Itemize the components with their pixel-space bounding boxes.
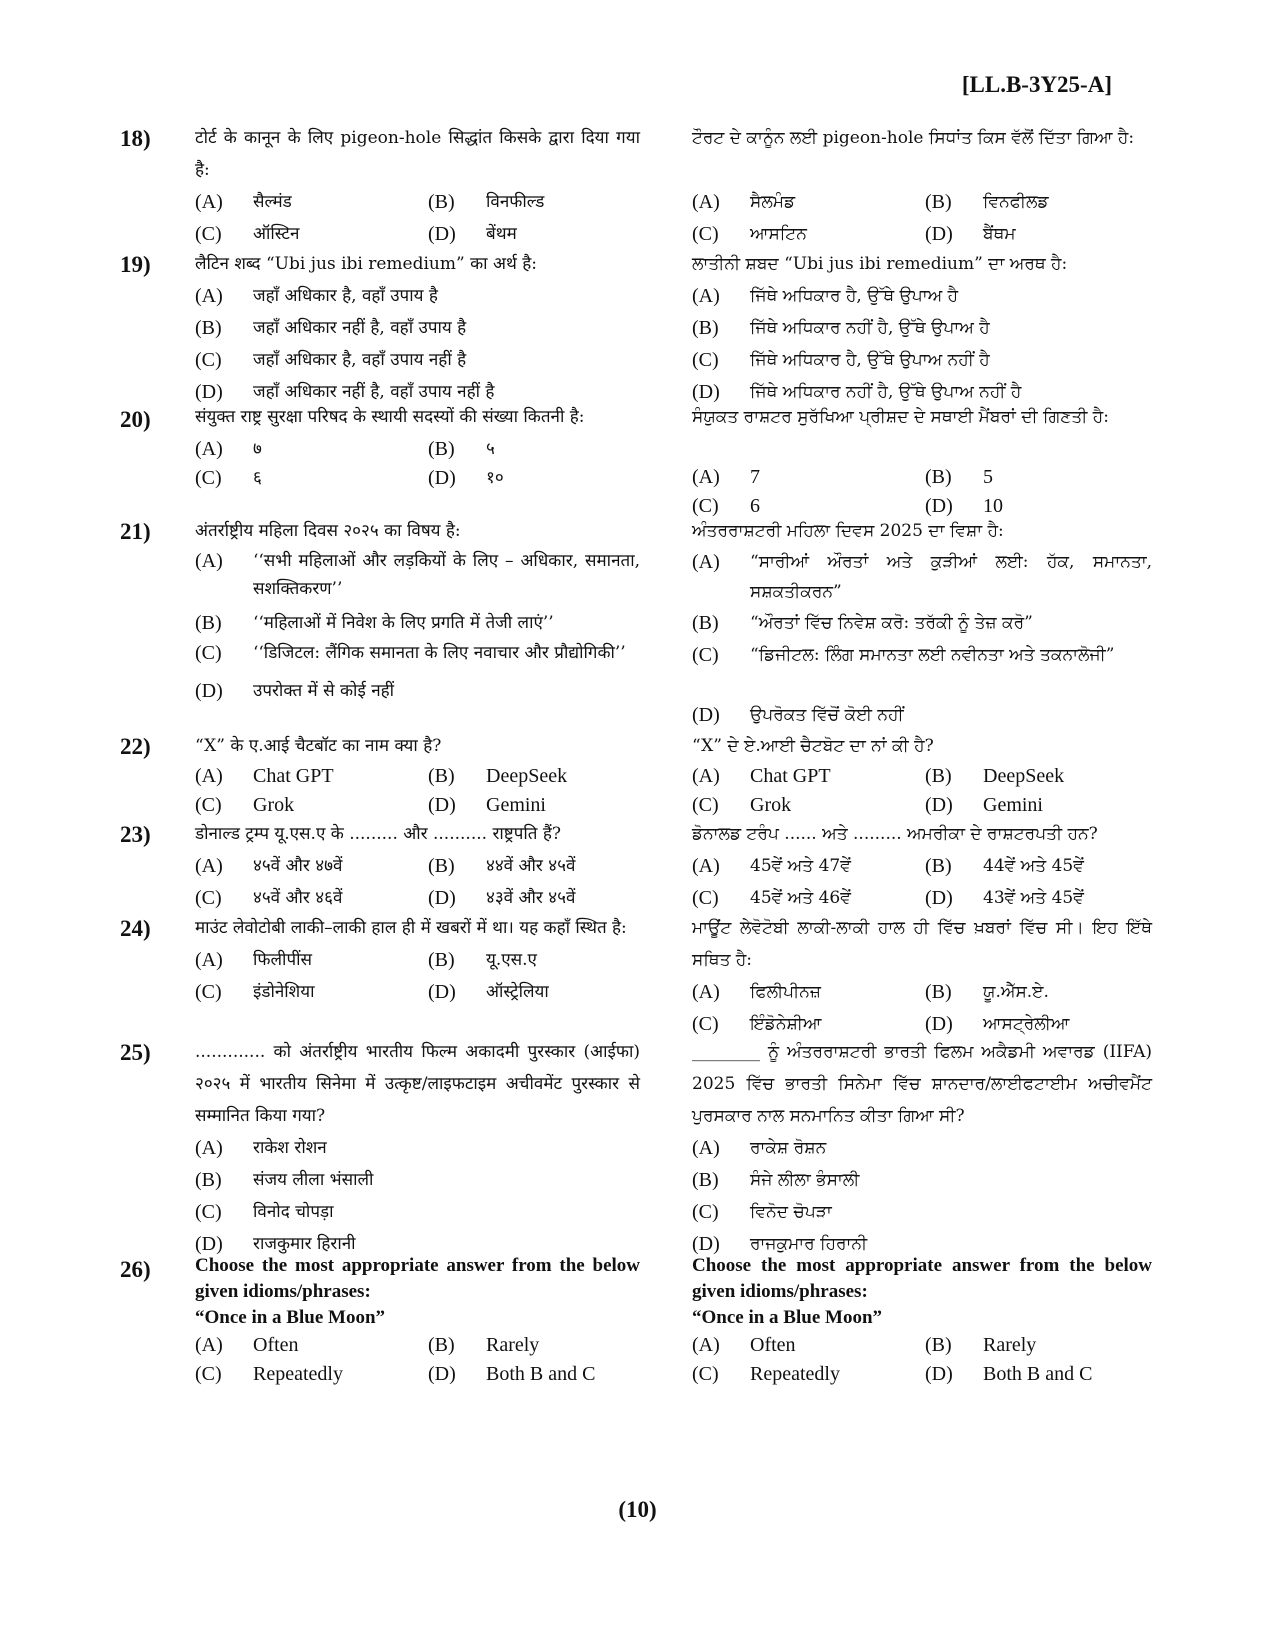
question-number: 21) xyxy=(120,519,151,544)
option-text: ४५वें और ४७वें xyxy=(253,856,343,876)
option-c xyxy=(195,1196,640,1228)
option-a xyxy=(195,1331,428,1360)
question-stem-hindi: डोनाल्ड ट्रम्प यू.एस.ए के ......... और .......... राष्ट्रपति हैं? xyxy=(195,824,562,844)
option-b xyxy=(692,312,1152,344)
option-text: ‘‘सभी महिलाओं और लड़कियों के लिए – अधिकार, समानता, सशक्तिकरण’’ xyxy=(253,551,640,599)
option-label: (D) xyxy=(925,495,953,517)
hindi-column xyxy=(195,515,640,707)
hindi-column xyxy=(195,818,640,914)
option-text: इंडोनेशिया xyxy=(253,982,315,1002)
option-text: ४५वें और ४६वें xyxy=(253,888,343,908)
option-d xyxy=(428,464,661,493)
option-label: (B) xyxy=(925,855,952,877)
option-label: (D) xyxy=(195,680,223,702)
option-text: ऑस्टिन xyxy=(253,224,300,244)
option-b xyxy=(925,762,1158,791)
option-label: (C) xyxy=(692,223,719,245)
option-b xyxy=(925,850,1158,882)
question-stem-hindi: माउंट लेवोटोबी लाकी–लाकी हाल ही में खबरों में था। यह कहाँ स्थित है: xyxy=(195,918,627,938)
option-label: (B) xyxy=(428,191,455,213)
option-label: (D) xyxy=(692,381,720,403)
option-text: यू.एस.ए xyxy=(486,950,537,970)
question-number: 26) xyxy=(120,1257,151,1282)
question-number: 22) xyxy=(120,734,151,759)
option-label: (C) xyxy=(692,495,719,517)
option-a xyxy=(195,944,428,976)
punjabi-column xyxy=(692,403,1152,521)
option-text: Both B and C xyxy=(983,1363,1093,1385)
question-number: 24) xyxy=(120,916,151,941)
option-a xyxy=(692,463,925,492)
option-text: ६ xyxy=(253,468,262,488)
option-text: बेंथम xyxy=(486,224,517,244)
option-label: (C) xyxy=(692,644,719,666)
option-text: ਉਪਰੋਕਤ ਵਿੱਚੋਂ ਕੋਈ ਨਹੀਂ xyxy=(750,705,904,725)
option-c xyxy=(195,218,428,250)
option-c xyxy=(692,1360,925,1389)
option-c xyxy=(195,1360,428,1389)
option-text: ਵਿਨਫੀਲਡ xyxy=(983,192,1049,212)
option-text: 45ਵੇਂ ਅਤੇ 46ਵੇਂ xyxy=(750,888,851,908)
option-text: जहाँ अधिकार नहीं है, वहाँ उपाय है xyxy=(253,318,467,338)
option-label: (A) xyxy=(692,855,720,877)
option-text: राजकुमार हिरानी xyxy=(253,1234,356,1254)
option-d xyxy=(925,218,1158,250)
option-label: (A) xyxy=(692,1334,720,1356)
option-text: ‘‘डिजिटल: लैंगिक समानता के लिए नवाचार और प्रौद्योगिकी’’ xyxy=(253,643,626,663)
option-label: (D) xyxy=(925,1013,953,1035)
option-c xyxy=(195,639,640,671)
option-d xyxy=(428,882,661,914)
options-hindi xyxy=(195,435,640,493)
question-stem-hindi: संयुक्त राष्ट्र सुरक्षा परिषद के स्थायी सदस्यों की संख्या कितनी है: xyxy=(195,407,585,427)
option-text: Rarely xyxy=(983,1334,1037,1356)
option-label: (A) xyxy=(195,550,223,572)
option-text: ਸੰਜੇ ਲੀਲਾ ਭੰਸਾਲੀ xyxy=(750,1170,860,1190)
option-text: Repeatedly xyxy=(750,1363,840,1385)
question-stem-hindi: टोर्ट के कानून के लिए pigeon-hole सिद्धांत किसके द्वारा दिया गया है: xyxy=(195,128,640,180)
option-a xyxy=(195,762,428,791)
option-label: (C) xyxy=(195,981,222,1003)
option-label: (A) xyxy=(195,191,223,213)
option-d xyxy=(925,791,1158,820)
english-column-right xyxy=(692,1253,1152,1389)
option-text: ਫਿਲੀਪੀਨਜ਼ xyxy=(750,982,821,1002)
question-stem-hindi: “X” के ए.आई चैटबॉट का नाम क्या है? xyxy=(195,736,442,756)
option-text: ਆਸਟਿਨ xyxy=(750,224,807,244)
option-text: 45ਵੇਂ ਅਤੇ 47ਵੇਂ xyxy=(750,856,851,876)
option-text: Grok xyxy=(253,794,295,816)
options-punjabi xyxy=(692,547,1152,731)
option-a xyxy=(195,280,640,312)
option-text: ਜਿੱਥੇ ਅਧਿਕਾਰ ਨਹੀਂ ਹੈ, ਉੱਥੇ ਉਪਾਅ ਨਹੀਂ ਹੈ xyxy=(750,382,1022,402)
idiom-phrase: “Once in a Blue Moon” xyxy=(195,1307,386,1328)
punjabi-column xyxy=(692,248,1152,408)
option-label: (B) xyxy=(925,765,952,787)
option-label: (A) xyxy=(195,1334,223,1356)
option-b xyxy=(925,976,1158,1008)
option-label: (C) xyxy=(692,349,719,371)
option-label: (A) xyxy=(195,1137,223,1159)
option-text: ਯੂ.ਐੱਸ.ਏ. xyxy=(983,982,1049,1002)
option-text: Repeatedly xyxy=(253,1363,343,1385)
option-text: ऑस्ट्रेलिया xyxy=(486,982,549,1002)
paper-code: [LL.B-3Y25-A] xyxy=(961,72,1112,97)
punjabi-column xyxy=(692,912,1152,1040)
option-text: ਸੈਲਮੰਡ xyxy=(750,192,796,212)
option-label: (D) xyxy=(925,1363,953,1385)
option-text: DeepSeek xyxy=(983,765,1065,787)
option-d xyxy=(925,882,1158,914)
option-label: (C) xyxy=(195,349,222,371)
option-label: (A) xyxy=(692,466,720,488)
option-c xyxy=(692,1196,1152,1228)
option-b xyxy=(925,463,1158,492)
option-label: (B) xyxy=(428,855,455,877)
option-text: संजय लीला भंसाली xyxy=(253,1170,374,1190)
option-b xyxy=(195,312,640,344)
option-c xyxy=(195,791,428,820)
option-label: (C) xyxy=(195,1363,222,1385)
option-label: (C) xyxy=(195,642,222,664)
option-label: (B) xyxy=(925,981,952,1003)
question-stem-punjabi: ਟੌਰਟ ਦੇ ਕਾਨੂੰਨ ਲਈ pigeon-hole ਸਿਧਾਂਤ ਕਿਸ ਵੱਲੋਂ ਦਿੱਤਾ ਗਿਆ ਹੈ: xyxy=(692,128,1135,148)
options-punjabi xyxy=(692,850,1152,914)
option-b xyxy=(692,1164,1152,1196)
option-c xyxy=(692,639,1152,699)
option-a xyxy=(195,547,640,603)
option-label: (D) xyxy=(428,794,456,816)
question-stem-english: Choose the most appropriate answer from the below given idioms/phrases: xyxy=(195,1255,640,1302)
option-label: (D) xyxy=(428,223,456,245)
options-hindi xyxy=(195,944,640,1008)
option-text: १० xyxy=(486,468,504,488)
option-text: Grok xyxy=(750,794,792,816)
punjabi-column xyxy=(692,1036,1152,1260)
option-label: (A) xyxy=(692,191,720,213)
options-hindi xyxy=(195,547,640,707)
option-text: ‘‘महिलाओं में निवेश के लिए प्रगति में तेजी लाएं’’ xyxy=(253,613,554,633)
option-text: Chat GPT xyxy=(253,765,334,787)
option-label: (C) xyxy=(195,887,222,909)
question-stem-hindi: ............. को अंतर्राष्ट्रीय भारतीय फिल्म अकादमी पुरस्कार (आईफा) २०२५ में भारतीय सिनेमा में उत्कृष्ट/लाइफटाइम अचीवमेंट पुरस्कार से सम्मानित किया गया? xyxy=(195,1042,640,1126)
question-stem-punjabi: “X” ਦੇ ਏ.ਆਈ ਚੈਟਬੋਟ ਦਾ ਨਾਂ ਕੀ ਹੈ? xyxy=(692,736,934,756)
option-text: “ਡਿਜੀਟਲ: ਲਿੰਗ ਸਮਾਨਤਾ ਲਈ ਨਵੀਨਤਾ ਅਤੇ ਤਕਨਾਲੋਜੀ” xyxy=(750,645,1115,665)
option-a xyxy=(195,1132,640,1164)
option-label: (A) xyxy=(692,765,720,787)
option-d xyxy=(428,791,661,820)
option-label: (B) xyxy=(428,438,455,460)
option-text: ਵਿਨੋਦ ਚੋਪੜਾ xyxy=(750,1202,832,1222)
option-label: (C) xyxy=(195,223,222,245)
question-number: 18) xyxy=(120,126,151,151)
option-a xyxy=(195,186,428,218)
option-d xyxy=(428,1360,661,1389)
option-label: (B) xyxy=(195,612,222,634)
option-text: DeepSeek xyxy=(486,765,568,787)
option-label: (A) xyxy=(692,551,720,573)
question-stem-punjabi: ________ ਨੂੰ ਅੰਤਰਰਾਸ਼ਟਰੀ ਭਾਰਤੀ ਫਿਲਮ ਅਕੈਡਮੀ ਅਵਾਰਡ (IIFA) 2025 ਵਿੱਚ ਭਾਰਤੀ ਸਿਨੇਮਾ ਵਿੱਚ ਸ਼ਾਨਦਾਰ/ਲਾਈਫਟਾਈਮ ਅਚੀਵਮੈਂਟ ਪੁਰਸਕਾਰ ਨਾਲ ਸਨਮਾਨਿਤ ਕੀਤਾ ਗਿਆ ਸੀ? xyxy=(692,1042,1152,1126)
option-text: ਜਿੱਥੇ ਅਧਿਕਾਰ ਹੈ, ਉੱਥੇ ਉਪਾਅ ਹੈ xyxy=(750,286,959,306)
question-stem-punjabi: ਲਾਤੀਨੀ ਸ਼ਬਦ “Ubi jus ibi remedium” ਦਾ ਅਰਥ ਹੈ: xyxy=(692,254,1068,274)
option-label: (A) xyxy=(195,285,223,307)
option-label: (C) xyxy=(692,1363,719,1385)
option-text: ७ xyxy=(253,439,262,459)
option-label: (D) xyxy=(428,887,456,909)
options-punjabi xyxy=(692,186,1152,250)
option-label: (B) xyxy=(925,466,952,488)
option-a xyxy=(692,1132,1152,1164)
option-text: Gemini xyxy=(983,794,1043,816)
hindi-column xyxy=(195,122,640,250)
option-label: (C) xyxy=(195,1201,222,1223)
option-text: ਜਿੱਥੇ ਅਧਿਕਾਰ ਹੈ, ਉੱਥੇ ਉਪਾਅ ਨਹੀਂ ਹੈ xyxy=(750,350,990,370)
option-text: “ਔਰਤਾਂ ਵਿੱਚ ਨਿਵੇਸ਼ ਕਰੋ: ਤਰੱਕੀ ਨੂੰ ਤੇਜ਼ ਕਰੋ” xyxy=(750,613,1033,633)
options-hindi xyxy=(195,1132,640,1260)
options-hindi xyxy=(195,280,640,408)
options-punjabi xyxy=(692,280,1152,408)
question-number: 19) xyxy=(120,252,151,277)
option-b xyxy=(428,850,661,882)
options-hindi xyxy=(195,186,640,250)
option-c xyxy=(195,464,428,493)
option-text: ਰਾਜਕੁਮਾਰ ਹਿਰਾਨੀ xyxy=(750,1234,868,1254)
option-b xyxy=(428,1331,661,1360)
option-a xyxy=(692,280,1152,312)
question-stem-punjabi: ਮਾਊਂਟ ਲੇਵੋਟੋਬੀ ਲਾਕੀ-ਲਾਕੀ ਹਾਲ ਹੀ ਵਿੱਚ ਖ਼ਬਰਾਂ ਵਿੱਚ ਸੀ। ਇਹ ਇੱਥੇ ਸਥਿਤ ਹੈ: xyxy=(692,918,1152,970)
option-label: (B) xyxy=(428,765,455,787)
option-b xyxy=(195,607,640,639)
hindi-column xyxy=(195,730,640,820)
question-stem-english: Choose the most appropriate answer from the below given idioms/phrases: xyxy=(692,1255,1152,1302)
option-a xyxy=(692,976,925,1008)
option-label: (B) xyxy=(428,949,455,971)
option-text: ४३वें और ४५वें xyxy=(486,888,576,908)
options-hindi xyxy=(195,762,640,820)
option-text: सैल्मंड xyxy=(253,192,292,212)
option-c xyxy=(692,218,925,250)
idiom-phrase: “Once in a Blue Moon” xyxy=(692,1307,883,1328)
option-text: विनफील्ड xyxy=(486,192,545,212)
options-english xyxy=(195,1331,640,1389)
option-label: (D) xyxy=(692,704,720,726)
options-punjabi xyxy=(692,1132,1152,1260)
option-text: जहाँ अधिकार है, वहाँ उपाय है xyxy=(253,286,438,306)
option-label: (B) xyxy=(428,1334,455,1356)
option-label: (D) xyxy=(195,1233,223,1255)
option-label: (A) xyxy=(692,285,720,307)
option-b xyxy=(428,762,661,791)
question-number: 25) xyxy=(120,1040,151,1065)
option-text: 10 xyxy=(983,495,1003,517)
option-b xyxy=(428,435,661,464)
option-label: (B) xyxy=(692,612,719,634)
option-b xyxy=(925,186,1158,218)
punjabi-column xyxy=(692,122,1152,250)
option-text: ਆਸਟ੍ਰੇਲੀਆ xyxy=(983,1014,1070,1034)
hindi-column xyxy=(195,912,640,1008)
option-text: ਇੰਡੋਨੇਸ਼ੀਆ xyxy=(750,1014,822,1034)
option-text: 5 xyxy=(983,466,993,488)
option-label: (C) xyxy=(195,467,222,489)
option-b xyxy=(428,944,661,976)
option-text: उपरोक्त में से कोई नहीं xyxy=(253,681,395,701)
options-hindi xyxy=(195,850,640,914)
hindi-column xyxy=(195,248,640,408)
option-label: (B) xyxy=(692,1169,719,1191)
hindi-column xyxy=(195,1036,640,1260)
options-punjabi xyxy=(692,976,1152,1040)
option-label: (A) xyxy=(195,765,223,787)
punjabi-column xyxy=(692,515,1152,731)
option-label: (B) xyxy=(195,317,222,339)
option-label: (D) xyxy=(692,1233,720,1255)
option-label: (B) xyxy=(925,1334,952,1356)
option-label: (D) xyxy=(925,794,953,816)
punjabi-column xyxy=(692,730,1152,820)
option-label: (A) xyxy=(195,855,223,877)
option-label: (C) xyxy=(692,1201,719,1223)
option-a xyxy=(692,850,925,882)
option-b xyxy=(428,186,661,218)
option-text: फिलीपींस xyxy=(253,950,312,970)
option-text: ਬੈਂਥਮ xyxy=(983,224,1016,244)
option-text: राकेश रोशन xyxy=(253,1138,327,1158)
option-label: (B) xyxy=(195,1169,222,1191)
option-a xyxy=(692,1331,925,1360)
option-text: Often xyxy=(750,1334,796,1356)
option-label: (A) xyxy=(692,981,720,1003)
option-label: (A) xyxy=(195,438,223,460)
option-d xyxy=(195,675,640,707)
option-label: (A) xyxy=(692,1137,720,1159)
option-label: (D) xyxy=(428,981,456,1003)
option-label: (C) xyxy=(692,1013,719,1035)
option-text: 43ਵੇਂ ਅਤੇ 45ਵੇਂ xyxy=(983,888,1084,908)
option-text: Rarely xyxy=(486,1334,540,1356)
question-stem-hindi: अंतर्राष्ट्रीय महिला दिवस २०२५ का विषय है: xyxy=(195,521,461,541)
option-text: जहाँ अधिकार है, वहाँ उपाय नहीं है xyxy=(253,350,467,370)
option-a xyxy=(692,547,1152,607)
option-text: 44ਵੇਂ ਅਤੇ 45ਵੇਂ xyxy=(983,856,1084,876)
option-b xyxy=(925,1331,1158,1360)
option-label: (D) xyxy=(428,1363,456,1385)
option-d xyxy=(428,976,661,1008)
option-d xyxy=(692,699,1152,731)
option-label: (D) xyxy=(195,381,223,403)
option-text: ५ xyxy=(486,439,495,459)
option-text: जहाँ अधिकार नहीं है, वहाँ उपाय नहीं है xyxy=(253,382,495,402)
option-label: (D) xyxy=(925,887,953,909)
option-d xyxy=(925,1360,1158,1389)
option-a xyxy=(195,850,428,882)
option-label: (B) xyxy=(692,317,719,339)
option-text: ਰਾਕੇਸ਼ ਰੋਸ਼ਨ xyxy=(750,1138,827,1158)
options-punjabi xyxy=(692,463,1152,521)
question-stem-punjabi: ਸੰਯੁਕਤ ਰਾਸ਼ਟਰ ਸੁਰੱਖਿਆ ਪ੍ਰੀਸ਼ਦ ਦੇ ਸਥਾਈ ਮੈਂਬਰਾਂ ਦੀ ਗਿਣਤੀ ਹੈ: xyxy=(692,407,1109,427)
option-label: (A) xyxy=(195,949,223,971)
option-c xyxy=(692,791,925,820)
option-text: Gemini xyxy=(486,794,546,816)
question-number: 20) xyxy=(120,407,151,432)
option-label: (D) xyxy=(428,467,456,489)
options-punjabi xyxy=(692,762,1152,820)
option-label: (C) xyxy=(692,794,719,816)
page-number: (10) xyxy=(618,1497,657,1522)
option-c xyxy=(195,976,428,1008)
option-text: 7 xyxy=(750,466,760,488)
option-a xyxy=(692,186,925,218)
option-c xyxy=(195,344,640,376)
option-d xyxy=(428,218,661,250)
option-text: ४४वें और ४५वें xyxy=(486,856,576,876)
option-label: (D) xyxy=(925,223,953,245)
option-text: Both B and C xyxy=(486,1363,596,1385)
option-label: (C) xyxy=(195,794,222,816)
english-column-left xyxy=(195,1253,640,1389)
option-b xyxy=(195,1164,640,1196)
option-text: 6 xyxy=(750,495,760,517)
option-label: (C) xyxy=(692,887,719,909)
question-stem-punjabi: ਡੋਨਾਲਡ ਟਰੰਪ ...... ਅਤੇ ......... ਅਮਰੀਕਾ ਦੇ ਰਾਸ਼ਟਰਪਤੀ ਹਨ? xyxy=(692,824,1098,844)
option-c xyxy=(195,882,428,914)
option-label: (B) xyxy=(925,191,952,213)
hindi-column xyxy=(195,403,640,493)
question-number: 23) xyxy=(120,822,151,847)
option-text: Often xyxy=(253,1334,299,1356)
option-a xyxy=(195,435,428,464)
option-text: Chat GPT xyxy=(750,765,831,787)
option-a xyxy=(692,762,925,791)
options-english xyxy=(692,1331,1152,1389)
option-c xyxy=(692,344,1152,376)
question-stem-punjabi: ਅੰਤਰਰਾਸ਼ਟਰੀ ਮਹਿਲਾ ਦਿਵਸ 2025 ਦਾ ਵਿਸ਼ਾ ਹੈ: xyxy=(692,521,1004,541)
option-b xyxy=(692,607,1152,639)
question-stem-hindi: लैटिन शब्द “Ubi jus ibi remedium” का अर्थ है: xyxy=(195,254,537,274)
option-c xyxy=(692,882,925,914)
option-text: “ਸਾਰੀਆਂ ਔਰਤਾਂ ਅਤੇ ਕੁੜੀਆਂ ਲਈ: ਹੱਕ, ਸਮਾਨਤਾ, ਸਸ਼ਕਤੀਕਰਨ” xyxy=(750,552,1152,602)
option-text: विनोद चोपड़ा xyxy=(253,1202,334,1222)
option-text: ਜਿੱਥੇ ਅਧਿਕਾਰ ਨਹੀਂ ਹੈ, ਉੱਥੇ ਉਪਾਅ ਹੈ xyxy=(750,318,990,338)
punjabi-column xyxy=(692,818,1152,914)
